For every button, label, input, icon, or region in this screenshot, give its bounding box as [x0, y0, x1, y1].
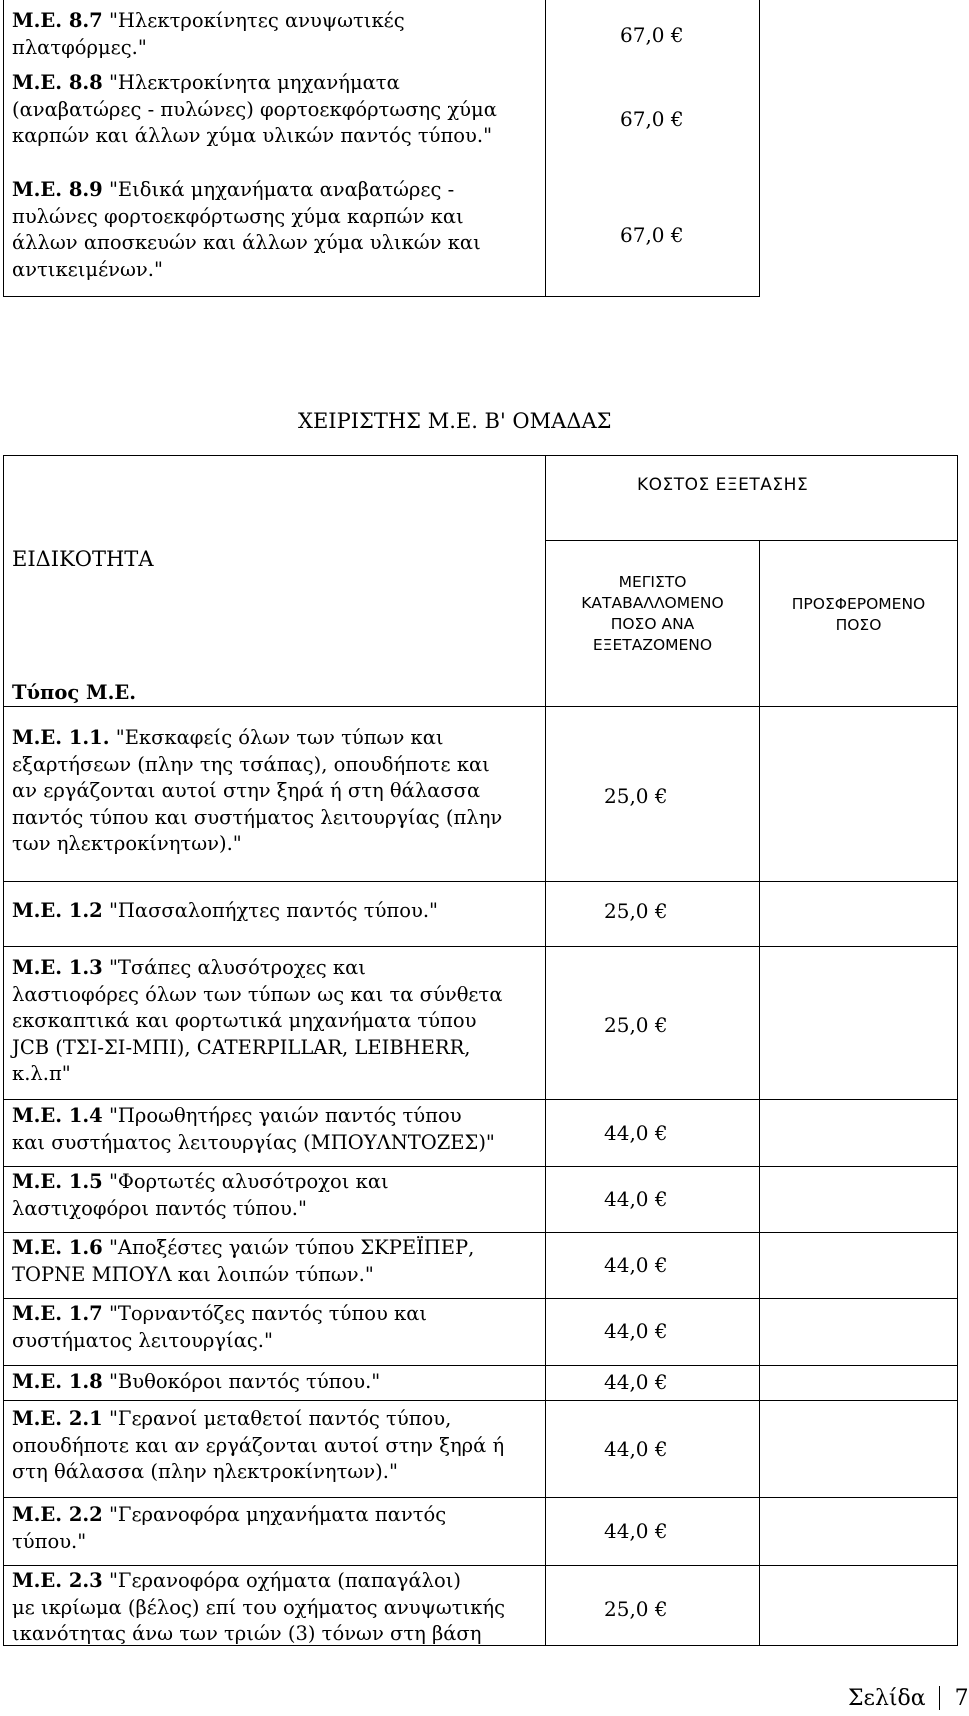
top-row-8-7: Μ.Ε. 8.7 "Ηλεκτροκίνητες ανυψωτικές πλατφόρμες.": [12, 9, 405, 59]
row-sep-1-1: [3, 881, 958, 882]
row-1-2: Μ.Ε. 1.2 "Πασσαλοπήχτες παντός τύπου.": [12, 899, 439, 922]
price-1-4: 44,0 €: [604, 1121, 668, 1145]
row-code: Μ.Ε. 1.8: [12, 1370, 103, 1393]
row-1-6: Μ.Ε. 1.6 "Αποξέστες γαιών τύπου ΣΚΡΕΪΠΕΡ, ΤΟΡΝΕ ΜΠΟΥΛ και λοιπών τύπων.": [12, 1236, 475, 1286]
price-1-7: 44,0 €: [604, 1319, 668, 1343]
main-outer-right-border: [957, 455, 958, 1646]
price-8-7: 67,0 €: [620, 23, 684, 47]
page-footer: [848, 1686, 969, 1712]
row-1-7: Μ.Ε. 1.7 "Τορναντόζες παντός τύπου και συστήματος λειτουργίας.": [12, 1302, 428, 1352]
row-code: Μ.Ε. 2.1: [12, 1407, 103, 1430]
top-table-mid-border: [545, 0, 546, 297]
top-table-right-border: [759, 0, 760, 297]
row-2-1: Μ.Ε. 2.1 "Γερανοί μεταθετοί παντός τύπου, οπουδήποτε και αν εργάζονται αυτοί στην ξηρά ή στη θάλασσα (πλην ηλεκτροκίνητων).": [12, 1407, 505, 1483]
row-code: Μ.Ε. 8.8: [12, 71, 103, 94]
main-top-border: [3, 455, 958, 456]
row-code: Μ.Ε. 1.4: [12, 1104, 103, 1127]
row-2-2: Μ.Ε. 2.2 "Γερανοφόρα μηχανήματα παντός τύπου.": [12, 1503, 447, 1553]
row-1-1: Μ.Ε. 1.1. "Εκσκαφείς όλων των τύπων και εξαρτήσεων (πλην της τσάπας), οπουδήποτε και αν εργάζονται αυτοί στην ξηρά ή στη θάλασσα παντός τύπου και συστήματος λειτουργίας (πλην των ηλεκτροκίνητων).": [12, 726, 503, 855]
row-code: Μ.Ε. 1.1.: [12, 726, 110, 749]
top-row-8-9: Μ.Ε. 8.9 "Ειδικά μηχανήματα αναβατώρες - πυλώνες φορτοεκφόρτωσης χύμα καρπών και άλλων αποσκευών και άλλων χύμα υλικών και αντικειμένων.": [12, 178, 481, 281]
row-sep-1-4: [3, 1166, 958, 1167]
row-sep-1-6: [3, 1298, 958, 1299]
price-1-8: 44,0 €: [604, 1370, 668, 1394]
price-1-6: 44,0 €: [604, 1253, 668, 1277]
row-2-3: Μ.Ε. 2.3 "Γερανοφόρα οχήματα (παπαγάλοι) με ικρίωμα (βέλος) επί του οχήματος ανυψωτικής ικανότητας άνω των τριών (3) τόνων στη βάση: [12, 1569, 506, 1645]
row-sep-1-8: [3, 1400, 958, 1401]
row-code: Μ.Ε. 1.3: [12, 956, 103, 979]
row-1-3: Μ.Ε. 1.3 "Τσάπες αλυσότροχες και λαστιοφόρες όλων των τύπων ως και τα σύνθετα εκσκαπτικά και φορτωτικά μηχανήματα τύπου JCB (ΤΣΙ-ΣΙ-ΜΠΙ), CATERPILLAR, LEIBHERR, κ.λ.π": [12, 956, 503, 1085]
section-title: ΧΕΙΡΙΣΤΗΣ Μ.Ε. Β' ΟΜΑΔΑΣ: [298, 409, 612, 433]
price-1-3: 25,0 €: [604, 1013, 668, 1037]
price-1-1: 25,0 €: [604, 784, 668, 808]
row-sep-1-2: [3, 946, 958, 947]
top-table-bottom-border: [3, 296, 760, 297]
header-bottom: [3, 706, 958, 707]
row-sep-1-3: [3, 1099, 958, 1100]
row-code: Μ.Ε. 2.3: [12, 1569, 103, 1592]
price-1-2: 25,0 €: [604, 899, 668, 923]
row-1-5: Μ.Ε. 1.5 "Φορτωτές αλυσότροχοι και λαστιχοφόροι παντός τύπου.": [12, 1170, 389, 1220]
page-number: 7: [954, 1686, 969, 1711]
type-label: Τύπος Μ.Ε.: [12, 681, 137, 704]
row-sep-2-1: [3, 1497, 958, 1498]
row-1-4: Μ.Ε. 1.4 "Προωθητήρες γαιών παντός τύπου και συστήματος λειτουργίας (ΜΠΟΥΛΝΤΟΖΕΣ)": [12, 1104, 495, 1154]
price-2-3: 25,0 €: [604, 1597, 668, 1621]
price-8-8: 67,0 €: [620, 107, 684, 131]
row-1-8: Μ.Ε. 1.8 "Βυθοκόροι παντός τύπου.": [12, 1370, 381, 1393]
cost-header: ΚΟΣΤΟΣ ΕΞΕΤΑΣΗΣ: [637, 475, 809, 495]
top-row-8-8: Μ.Ε. 8.8 "Ηλεκτροκίνητα μηχανήματα (αναβατώρες - πυλώνες) φορτοεκφόρτωσης χύμα καρπών και άλλων χύμα υλικών παντός τύπου.": [12, 71, 497, 147]
page-label: Σελίδα: [848, 1686, 926, 1711]
price-2-2: 44,0 €: [604, 1519, 668, 1543]
offered-amount-header: ΠΡΟΣΦΕΡΟΜΕΝΟ ΠΟΣΟ: [791, 595, 926, 634]
row-sep-1-7: [3, 1365, 958, 1366]
main-left-border: [3, 455, 4, 1646]
page-divider: [939, 1686, 940, 1710]
price-2-1: 44,0 €: [604, 1437, 668, 1461]
row-code: Μ.Ε. 1.5: [12, 1170, 103, 1193]
price-8-9: 67,0 €: [620, 223, 684, 247]
specialty-header: ΕΙΔΙΚΟΤΗΤΑ: [12, 547, 154, 571]
row-sep-2-2: [3, 1565, 958, 1566]
row-code: Μ.Ε. 8.7: [12, 9, 103, 32]
row-code: Μ.Ε. 1.7: [12, 1302, 103, 1325]
max-amount-header: ΜΕΓΙΣΤΟ ΚΑΤΑΒΑΛΛΟΜΕΝΟ ΠΟΣΟ ΑΝΑ ΕΞΕΤΑΖΟΜΕΝΟ: [581, 573, 724, 654]
row-code: Μ.Ε. 1.6: [12, 1236, 103, 1259]
row-code: Μ.Ε. 2.2: [12, 1503, 103, 1526]
row-code: Μ.Ε. 8.9: [12, 178, 103, 201]
cost-header-bottom: [545, 540, 958, 541]
row-sep-1-5: [3, 1232, 958, 1233]
top-table-left-border: [3, 0, 4, 297]
row-code: Μ.Ε. 1.2: [12, 899, 103, 922]
price-1-5: 44,0 €: [604, 1187, 668, 1211]
